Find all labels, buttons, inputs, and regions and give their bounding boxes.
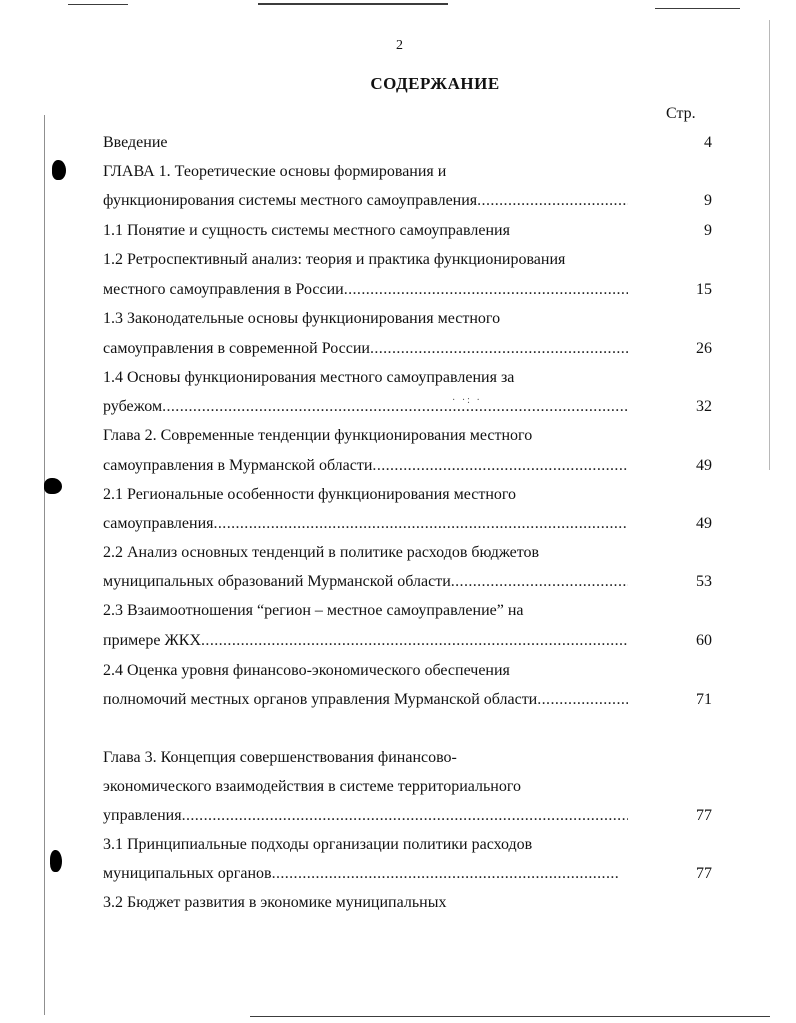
toc-line-text: муниципальных образований Мурманской области [103, 573, 451, 590]
dot-leader [537, 691, 628, 709]
toc-page-number: 32 [696, 398, 712, 415]
toc-page-number: 4 [704, 134, 712, 151]
toc-entry-chapter-3-line-2: экономического взаимодействия в системе территориального [103, 778, 522, 795]
dot-leader [201, 632, 628, 650]
toc-entry-2-2: 2.2 Анализ основных тенденций в политике расходов бюджетов [103, 544, 540, 561]
dot-leader [214, 515, 629, 533]
toc-entry-2-3-cont [103, 632, 628, 650]
dot-leader [372, 457, 628, 475]
toc-page-number: 53 [696, 573, 712, 590]
document-title: СОДЕРЖАНИЕ [370, 74, 500, 93]
scan-top-line [258, 3, 448, 5]
toc-line-text: функционирования системы местного самоуправления [103, 192, 478, 209]
punch-hole-mark-3 [50, 850, 62, 872]
toc-entry-1-4-cont [103, 398, 628, 416]
toc-page-number: 49 [696, 457, 712, 474]
toc-entry-2-1-cont [103, 515, 628, 533]
punch-hole-mark-1 [52, 160, 66, 180]
toc-page-number: 9 [704, 222, 712, 239]
toc-page-number: 71 [696, 691, 712, 708]
toc-line-text: самоуправления в современной России [103, 340, 370, 357]
toc-entry-chapter-3-cont [103, 807, 628, 825]
toc-entry-chapter-2-cont [103, 457, 628, 475]
dot-leader [370, 340, 628, 358]
toc-entry-chapter-1-cont [103, 192, 628, 210]
toc-entry-intro: Введение [103, 134, 168, 151]
toc-entry-1-3: 1.3 Законодательные основы функционирования местного [103, 310, 501, 327]
toc-entry-2-4: 2.4 Оценка уровня финансово-экономического обеспечения [103, 662, 510, 679]
toc-page-number: 60 [696, 632, 712, 649]
toc-entry-1-3-cont [103, 340, 628, 358]
toc-entry-2-3: 2.3 Взаимоотношения “регион – местное самоуправление” на [103, 602, 524, 619]
toc-line-text: управления [103, 807, 182, 824]
toc-page-number: 26 [696, 340, 712, 357]
scan-bottom-line [250, 1016, 770, 1017]
toc-entry-1-4: 1.4 Основы функционирования местного самоуправления за [103, 369, 515, 386]
toc-entry-3-1: 3.1 Принципиальные подходы организации политики расходов [103, 836, 533, 853]
toc-entry-1-1: 1.1 Понятие и сущность системы местного самоуправления [103, 222, 510, 239]
dot-leader [162, 398, 628, 416]
toc-entry-chapter-3: Глава 3. Концепция совершенствования финансово- [103, 749, 457, 766]
toc-entry-1-2-cont [103, 281, 628, 299]
dot-leader [451, 573, 628, 591]
toc-entry-chapter-1: ГЛАВА 1. Теоретические основы формирования и [103, 163, 447, 180]
toc-line-text: муниципальных органов [103, 865, 272, 882]
toc-page-number: 9 [704, 192, 712, 209]
toc-page-number: 15 [696, 281, 712, 298]
toc-page-number: 49 [696, 515, 712, 532]
scan-top-line-right [655, 8, 740, 9]
toc-entry-1-2: 1.2 Ретроспективный анализ: теория и практика функционирования [103, 251, 566, 268]
scan-speckle: · ·: · [452, 395, 482, 406]
toc-entry-2-2-cont [103, 573, 628, 591]
toc-line-text: рубежом [103, 398, 163, 415]
toc-entry-chapter-2: Глава 2. Современные тенденции функционирования местного [103, 427, 533, 444]
dot-leader [344, 281, 628, 299]
punch-hole-mark-2 [44, 478, 62, 494]
toc-entry-3-1-cont [103, 865, 618, 883]
dot-leader [272, 865, 618, 883]
toc-line-text: самоуправления [103, 515, 214, 532]
toc-line-text: полномочий местных органов управления Мурманской области [103, 691, 538, 708]
scan-left-edge [44, 115, 45, 1015]
toc-page-number: 77 [696, 865, 712, 882]
dot-leader [182, 807, 628, 825]
toc-entry-3-2: 3.2 Бюджет развития в экономике муниципальных [103, 894, 447, 911]
page-number: 2 [396, 38, 403, 53]
scan-top-line-left [68, 4, 128, 5]
toc-line-text: примере ЖКХ [103, 632, 202, 649]
pages-column-header: Стр. [666, 105, 696, 122]
dot-leader [477, 192, 628, 210]
toc-line-text: самоуправления в Мурманской области [103, 457, 373, 474]
toc-page-number: 77 [696, 807, 712, 824]
toc-entry-2-1: 2.1 Региональные особенности функционирования местного [103, 486, 517, 503]
toc-line-text: местного самоуправления в России [103, 281, 344, 298]
toc-entry-2-4-cont [103, 691, 628, 709]
